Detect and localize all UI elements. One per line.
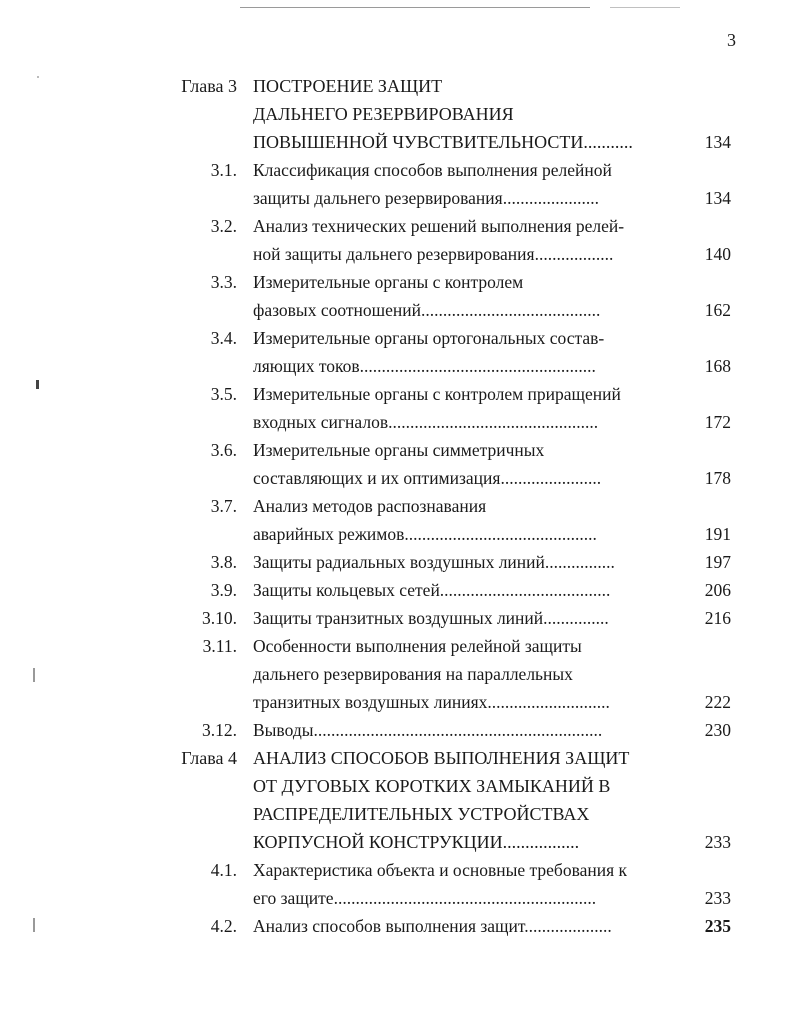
section-title-text: Измерительные органы симметричных	[253, 440, 545, 460]
toc-section-line	[0, 156, 799, 184]
section-number: 3.7.	[210, 496, 237, 516]
section-title-text: Анализ методов распознавания	[253, 496, 487, 516]
section-title-text: Измерительные органы ортогональных состав-	[253, 328, 605, 348]
section-title-text: Анализ технических решений выполнения релей-	[253, 216, 625, 236]
chapter-label: Глава 4	[181, 748, 237, 768]
section-number: 3.5.	[210, 384, 237, 404]
toc-chapter-line	[0, 772, 799, 800]
section-number: 4.1.	[210, 860, 237, 880]
page-number: 3	[727, 30, 736, 50]
section-title-text: ляющих токов......................................................	[253, 356, 596, 376]
toc-section-line	[0, 716, 799, 744]
section-title-text: Измерительные органы с контролем приращений	[253, 384, 621, 404]
section-number: 3.6.	[210, 440, 237, 460]
section-title-text: транзитных воздушных линиях............................	[253, 692, 610, 712]
section-title-text: дальнего резервирования на параллельных	[253, 664, 573, 684]
section-number: 3.8.	[210, 552, 237, 572]
toc-page-number: 230	[704, 720, 731, 740]
toc-page-number: 235	[704, 916, 731, 936]
toc-page-number: 216	[704, 608, 731, 628]
scan-artifact-line	[240, 7, 590, 8]
toc-section-line	[0, 324, 799, 352]
toc-section-line	[0, 520, 799, 548]
section-number: 3.12.	[202, 720, 237, 740]
section-number: 3.3.	[210, 272, 237, 292]
chapter-title-text: РАСПРЕДЕЛИТЕЛЬНЫХ УСТРОЙСТВАХ	[253, 804, 590, 824]
toc-section-line	[0, 268, 799, 296]
toc-section-line	[0, 436, 799, 464]
scan-artifact-line	[610, 7, 680, 8]
toc-page-number: 140	[704, 244, 731, 264]
toc-section-line	[0, 604, 799, 632]
section-title-text: защиты дальнего резервирования......................	[253, 188, 599, 208]
toc-page-number: 168	[704, 356, 731, 376]
toc-section-line	[0, 380, 799, 408]
toc-chapter-line	[0, 72, 799, 100]
section-number: 3.4.	[210, 328, 237, 348]
section-number: 3.1.	[210, 160, 237, 180]
section-number: 3.9.	[210, 580, 237, 600]
section-number: 4.2.	[210, 916, 237, 936]
section-number: 3.2.	[210, 216, 237, 236]
toc-section-line	[0, 296, 799, 324]
chapter-title-text: ПОВЫШЕННОЙ ЧУВСТВИТЕЛЬНОСТИ...........	[253, 132, 633, 152]
section-title-text: составляющих и их оптимизация.......................	[253, 468, 602, 488]
toc-section-line	[0, 548, 799, 576]
section-number: 3.10.	[202, 608, 237, 628]
toc-section-line	[0, 408, 799, 436]
toc-chapter-line	[0, 128, 799, 156]
section-title-text: его защите............................................................	[253, 888, 597, 908]
toc-chapter-line	[0, 828, 799, 856]
toc-chapter-line	[0, 800, 799, 828]
toc-section-line	[0, 856, 799, 884]
toc-section-line	[0, 240, 799, 268]
toc-page-number: 134	[704, 132, 731, 152]
section-title-text: ной защиты дальнего резервирования..................	[253, 244, 614, 264]
toc-chapter-line	[0, 744, 799, 772]
toc-section-line	[0, 576, 799, 604]
toc-section-line	[0, 660, 799, 688]
section-number: 3.11.	[202, 636, 237, 656]
section-title-text: Особенности выполнения релейной защиты	[253, 636, 582, 656]
toc-page-number: 134	[704, 188, 731, 208]
section-title-text: Защиты кольцевых сетей.......................................	[253, 580, 611, 600]
toc-section-line	[0, 884, 799, 912]
table-of-contents	[0, 72, 799, 940]
toc-section-line	[0, 464, 799, 492]
toc-page-number: 233	[704, 888, 731, 908]
toc-page-number: 233	[704, 832, 731, 852]
toc-section-line	[0, 492, 799, 520]
toc-page-number: 178	[704, 468, 731, 488]
toc-section-line	[0, 184, 799, 212]
section-title-text: аварийных режимов............................................	[253, 524, 597, 544]
toc-page-number: 197	[704, 552, 731, 572]
chapter-title-text: КОРПУСНОЙ КОНСТРУКЦИИ.................	[253, 832, 580, 852]
chapter-title-text: ДАЛЬНЕГО РЕЗЕРВИРОВАНИЯ	[253, 104, 514, 124]
toc-section-line	[0, 632, 799, 660]
toc-section-line	[0, 688, 799, 716]
toc-page-number: 206	[704, 580, 731, 600]
toc-section-line	[0, 352, 799, 380]
toc-page-number: 172	[704, 412, 731, 432]
chapter-title-text: ОТ ДУГОВЫХ КОРОТКИХ ЗАМЫКАНИЙ В	[253, 776, 611, 796]
section-title-text: Защиты радиальных воздушных линий................	[253, 552, 615, 572]
chapter-title-text: АНАЛИЗ СПОСОБОВ ВЫПОЛНЕНИЯ ЗАЩИТ	[253, 748, 630, 768]
section-title-text: Анализ способов выполнения защит....................	[253, 916, 612, 936]
chapter-label: Глава 3	[181, 76, 237, 96]
toc-page-number: 162	[704, 300, 731, 320]
toc-page-number: 191	[704, 524, 731, 544]
toc-chapter-line	[0, 100, 799, 128]
toc-page-number: 222	[704, 692, 731, 712]
section-title-text: Выводы..................................................................	[253, 720, 603, 740]
toc-section-line	[0, 912, 799, 940]
section-title-text: Измерительные органы с контролем	[253, 272, 524, 292]
section-title-text: Характеристика объекта и основные требования к	[253, 860, 628, 880]
toc-section-line	[0, 212, 799, 240]
section-title-text: Классификация способов выполнения релейной	[253, 160, 612, 180]
chapter-title-text: ПОСТРОЕНИЕ ЗАЩИТ	[253, 76, 443, 96]
section-title-text: фазовых соотношений.........................................	[253, 300, 601, 320]
section-title-text: входных сигналов................................................	[253, 412, 599, 432]
section-title-text: Защиты транзитных воздушных линий...............	[253, 608, 609, 628]
